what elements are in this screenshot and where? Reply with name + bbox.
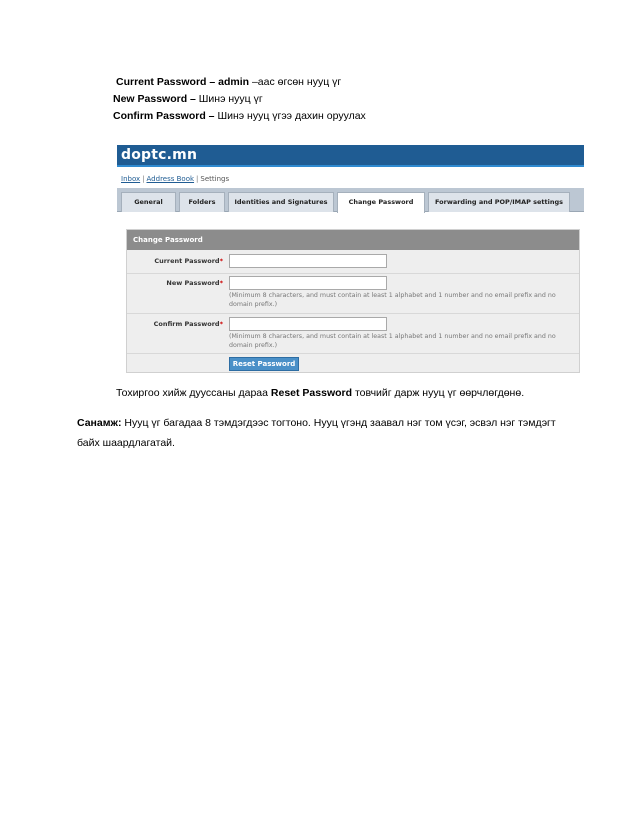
- note-text-2: байх шаардлагатай.: [77, 437, 175, 449]
- new-password-hint: (Minimum 8 characters, and must contain at least 1 alphabet and 1 number and no email prefix and no domain prefix.): [229, 292, 556, 308]
- required-mark: *: [219, 320, 223, 328]
- change-password-panel: [126, 229, 580, 373]
- required-mark: *: [219, 279, 223, 287]
- nav-settings[interactable]: Settings: [200, 175, 230, 183]
- nav-inbox-link[interactable]: Inbox: [121, 175, 141, 183]
- panel-title: Change Password: [127, 230, 579, 250]
- intro-confirm-term: Confirm Password –: [113, 110, 218, 122]
- row-divider: [127, 273, 579, 274]
- new-password-input[interactable]: [229, 276, 387, 290]
- settings-tabs: [117, 188, 584, 212]
- nav-separator: |: [196, 175, 199, 183]
- current-password-input[interactable]: [229, 254, 387, 268]
- confirm-password-input[interactable]: [229, 317, 387, 331]
- nav-address-book-link[interactable]: Address Book: [146, 175, 195, 183]
- tab-general[interactable]: General: [121, 192, 176, 212]
- intro-confirm-password: [113, 109, 366, 123]
- change-password-screenshot: [117, 145, 584, 377]
- intro-confirm-text: Шинэ нууц үгээ дахин оруулах: [217, 110, 366, 122]
- tab-change-password[interactable]: Change Password: [337, 192, 425, 213]
- webmail-nav: [121, 175, 229, 183]
- after-post: товчийг дарж нууц үг өөрчлөгдөнө.: [352, 387, 525, 399]
- tab-forwarding[interactable]: Forwarding and POP/IMAP settings: [428, 192, 570, 212]
- confirm-password-label: [133, 320, 223, 328]
- new-password-label: [133, 279, 223, 287]
- intro-current-password: [116, 75, 341, 89]
- confirm-password-hint: (Minimum 8 characters, and must contain at least 1 alphabet and 1 number and no email prefix and no domain prefix.): [229, 333, 556, 349]
- intro-current-text: –аас өгсөн нууц үг: [249, 76, 342, 88]
- confirm-password-label-text: Confirm Password: [153, 320, 220, 328]
- tab-identities[interactable]: Identities and Signatures: [228, 192, 334, 212]
- intro-new-password: [113, 92, 263, 106]
- note-line-1: [77, 416, 556, 430]
- after-pre: Тохиргоо хийж дууссаны дараа: [116, 387, 271, 399]
- note-line-2: [77, 436, 175, 450]
- reset-password-button[interactable]: Reset Password: [229, 357, 299, 371]
- after-instruction: [116, 386, 524, 400]
- row-divider: [127, 313, 579, 314]
- row-divider: [127, 353, 579, 354]
- intro-current-term: Current Password – admin: [116, 76, 250, 88]
- webmail-header: [117, 145, 584, 167]
- tab-folders[interactable]: Folders: [179, 192, 225, 212]
- logo: doptc.mn: [121, 147, 198, 163]
- intro-new-term: New Password –: [113, 93, 199, 105]
- note-label: Санамж:: [77, 417, 122, 429]
- after-term: Reset Password: [270, 387, 353, 399]
- current-password-label: [133, 257, 223, 265]
- note-text-1: Нууц үг багадаа 8 тэмдэгдээс тогтоно. Нууц үгэнд заавал нэг том үсэг, эсвэл нэг тэмдэгт: [121, 417, 556, 429]
- intro-new-text: Шинэ нууц үг: [198, 93, 263, 105]
- current-password-label-text: Current Password: [154, 257, 220, 265]
- required-mark: *: [219, 257, 223, 265]
- nav-separator: |: [142, 175, 145, 183]
- new-password-label-text: New Password: [166, 279, 220, 287]
